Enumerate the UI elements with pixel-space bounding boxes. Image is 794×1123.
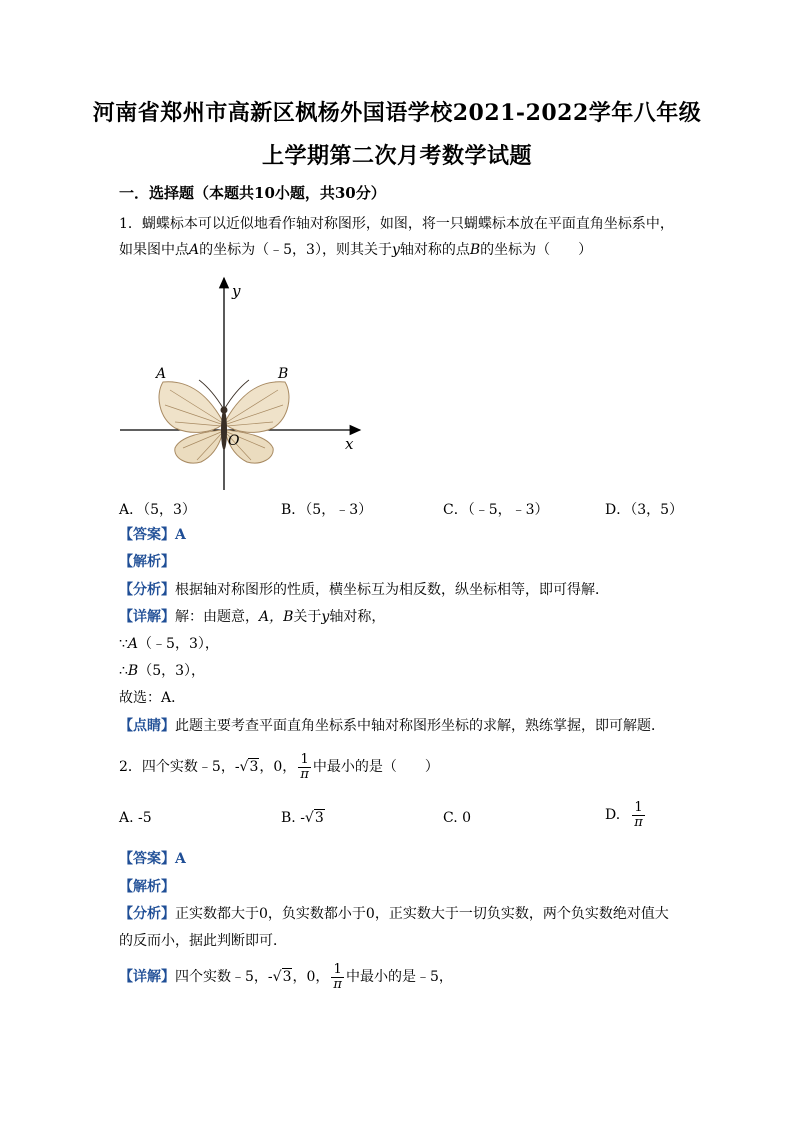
q2-stem-frac-den: π [300,766,309,782]
q1-step-2-var: B [127,663,139,679]
q1-var-b: B [469,242,481,258]
q1-step-2-prefix: ∴ [119,663,128,679]
q1-xiangjie-var-y: y [321,609,330,625]
q1-xiangjie-text-a: 解：由题意， [175,609,259,625]
q2-option-d-fraction [632,801,645,830]
q1-step-1 [119,634,219,654]
q1-choice: 故选：A． [119,690,186,706]
q1-fenxi-tag: 【分析】 [119,582,175,598]
figure-label-b: B [278,366,289,382]
q2-stem-text-c: 中最小的是（ ） [312,759,439,775]
q2-option-d [605,800,647,830]
q2-xiangjie-sqrt: √3 [272,969,292,985]
figure-label-x: x [345,435,354,453]
q2-answer-tag: 【答案】 [119,851,175,867]
q1-step-1-rest: （﹣5，3）， [138,636,219,652]
q1-fenxi [119,580,609,600]
document-title-line-2: 上学期第二次月考数学试题 [261,143,532,169]
q1-dianjing [119,716,665,736]
q2-option-d-frac-num: 1 [632,801,645,816]
q1-var-y: y [391,242,400,258]
q1-analysis-label: 【解析】 [119,554,175,570]
q2-answer-value: A [175,851,186,867]
q2-option-c: C. 0 [443,810,472,826]
q2-fenxi-line-1 [119,904,669,924]
q1-xiangjie-text-b: 关于 [293,609,322,625]
q1-option-b: B．（5，﹣3） [281,502,373,518]
q1-answer-tag: 【答案】 [119,527,175,543]
q2-xiangjie-text-a: 四个实数﹣5，- [175,969,273,985]
q1-dianjing-tag: 【点睛】 [119,718,175,734]
q1-option-a: A．（5，3） [119,502,196,518]
q2-xiangjie-frac-num: 1 [331,963,344,978]
q2-xiangjie-frac-den: π [333,976,342,992]
figure-label-y: y [232,282,241,300]
q2-stem-frac-num: 1 [298,753,311,768]
q2-option-d-frac-den: π [634,814,643,830]
q2-fenxi-tag: 【分析】 [119,906,175,922]
q1-step-1-prefix: ∵ [119,636,128,652]
q1-step-2 [119,661,205,681]
q2-xiangjie [119,962,453,992]
q1-option-c: C．（﹣5，﹣3） [443,502,549,518]
q2-fenxi-line-2: 的反而小，据此判断即可． [119,933,287,949]
q2-xiangjie-text-c: 中最小的是﹣5， [345,969,453,985]
q2-stem-sqrt: √3 [239,759,259,775]
document-title-line-1: 河南省郑州市高新区枫杨外国语学校2021-2022学年八年级 [92,100,702,126]
q1-option-d: D．（3，5） [605,502,684,518]
figure-label-a: A [156,366,167,382]
q2-xiangjie-text-b: ，0， [292,969,330,985]
q2-stem [119,752,439,782]
q2-xiangjie-sqrt-arg: 3 [282,969,292,985]
q1-analysis-tag [119,552,175,572]
q2-xiangjie-fraction [331,963,344,992]
q1-stem-text-c: 轴对称的点 [399,242,470,258]
q1-xiangjie [119,607,385,627]
q1-xiangjie-vars: A，B [259,609,294,625]
q2-option-b-prefix: B. - [281,810,305,826]
q2-option-d-prefix: D. [605,807,621,823]
q2-analysis-label: 【解析】 [119,879,175,895]
q1-stem-line-1: 1．蝴蝶标本可以近似地看作轴对称图形，如图，将一只蝴蝶标本放在平面直角坐标系中， [119,216,674,232]
figure-label-origin: O [228,433,240,449]
q1-stem-text-b: 的坐标为（﹣5，3），则其关于 [199,242,392,258]
q2-stem-text-b: ，0， [259,759,297,775]
q2-option-b [281,810,325,826]
butterfly-coordinate-figure [115,270,375,495]
q1-step-2-rest: （5，3）， [138,663,206,679]
q2-stem-fraction [298,753,311,782]
q2-analysis-tag [119,877,175,897]
q1-step-1-var: A [127,636,139,652]
q1-stem-line-2 [119,240,592,260]
q1-xiangjie-tag: 【详解】 [119,609,175,625]
q2-xiangjie-tag: 【详解】 [119,969,175,985]
q2-stem-sqrt-arg: 3 [249,759,259,775]
q1-answer-value: A [175,527,186,543]
q2-stem-text-a: 2．四个实数﹣5，- [119,759,240,775]
q1-dianjing-text: 此题主要考查平面直角坐标系中轴对称图形坐标的求解，熟练掌握，即可解题． [175,718,665,734]
q1-stem-text-d: 的坐标为（ ） [480,242,593,258]
q2-fenxi-text-1: 正实数都大于0，负实数都小于0，正实数大于一切负实数，两个负实数绝对值大 [175,906,669,922]
q1-fenxi-text: 根据轴对称图形的性质，横坐标互为相反数，纵坐标相等，即可得解． [175,582,609,598]
q2-option-a: A. -5 [119,810,152,826]
q1-stem-text-a: 如果图中点 [119,242,189,258]
q1-xiangjie-text-c: 轴对称， [329,609,386,625]
q1-answer [119,525,186,545]
q2-answer [119,849,186,869]
q1-var-a: A [189,242,200,258]
q2-option-b-sqrt: √3 [304,810,324,826]
q2-option-b-sqrt-arg: 3 [314,810,324,826]
section-heading: 一．选择题（本题共10小题，共30分） [119,184,386,202]
